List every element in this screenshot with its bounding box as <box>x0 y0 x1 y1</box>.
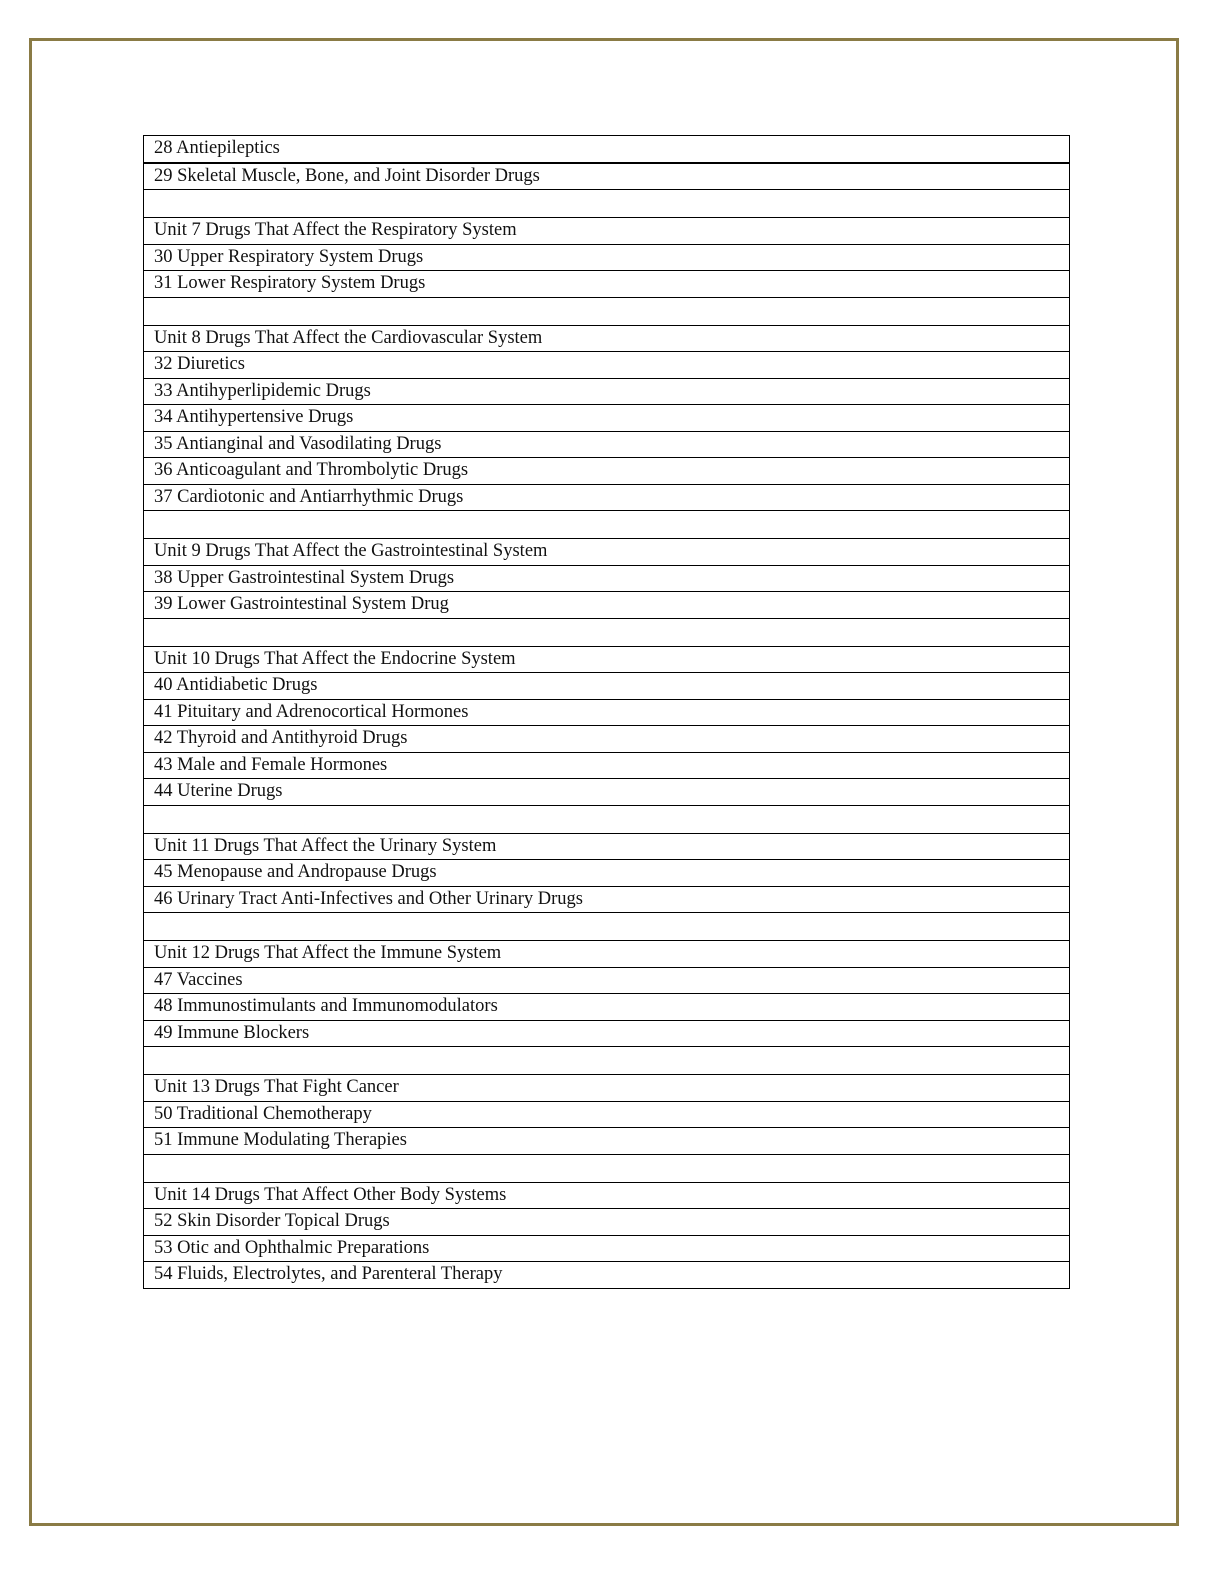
toc-cell <box>144 913 1070 941</box>
table-row <box>144 994 1070 1021</box>
unit-row <box>144 833 1070 860</box>
toc-cell: Unit 7 Drugs That Affect the Respiratory System <box>144 218 1070 245</box>
table-row <box>144 352 1070 379</box>
toc-cell: 31 Lower Respiratory System Drugs <box>144 271 1070 298</box>
toc-cell: 33 Antihyperlipidemic Drugs <box>144 378 1070 405</box>
table-row <box>144 244 1070 271</box>
toc-cell <box>144 297 1070 325</box>
toc-cell: 29 Skeletal Muscle, Bone, and Joint Disorder Drugs <box>144 163 1070 190</box>
toc-cell: 35 Antianginal and Vasodilating Drugs <box>144 431 1070 458</box>
toc-cell: 53 Otic and Ophthalmic Preparations <box>144 1235 1070 1262</box>
blank-row <box>144 1154 1070 1182</box>
table-row <box>144 405 1070 432</box>
table-row <box>144 726 1070 753</box>
toc-cell <box>144 1047 1070 1075</box>
toc-cell: 36 Anticoagulant and Thrombolytic Drugs <box>144 458 1070 485</box>
toc-cell: 50 Traditional Chemotherapy <box>144 1101 1070 1128</box>
toc-cell: 30 Upper Respiratory System Drugs <box>144 244 1070 271</box>
toc-cell <box>144 190 1070 218</box>
blank-row <box>144 618 1070 646</box>
table-row <box>144 484 1070 511</box>
table-row <box>144 967 1070 994</box>
unit-row <box>144 1075 1070 1102</box>
table-row <box>144 1020 1070 1047</box>
table-row <box>144 1128 1070 1155</box>
table-row <box>144 565 1070 592</box>
unit-row <box>144 218 1070 245</box>
toc-cell: 47 Vaccines <box>144 967 1070 994</box>
toc-cell: Unit 13 Drugs That Fight Cancer <box>144 1075 1070 1102</box>
table-row <box>144 1262 1070 1289</box>
toc-cell: 54 Fluids, Electrolytes, and Parenteral Therapy <box>144 1262 1070 1289</box>
blank-row <box>144 511 1070 539</box>
toc-cell: 32 Diuretics <box>144 352 1070 379</box>
unit-row <box>144 1182 1070 1209</box>
table-row <box>144 699 1070 726</box>
toc-cell: 37 Cardiotonic and Antiarrhythmic Drugs <box>144 484 1070 511</box>
toc-cell: 34 Antihypertensive Drugs <box>144 405 1070 432</box>
toc-cell: 44 Uterine Drugs <box>144 779 1070 806</box>
table-row <box>144 592 1070 619</box>
blank-row <box>144 913 1070 941</box>
toc-cell: 52 Skin Disorder Topical Drugs <box>144 1209 1070 1236</box>
toc-cell: 42 Thyroid and Antithyroid Drugs <box>144 726 1070 753</box>
toc-cell: 38 Upper Gastrointestinal System Drugs <box>144 565 1070 592</box>
toc-cell <box>144 618 1070 646</box>
table-row <box>144 779 1070 806</box>
toc-cell <box>144 805 1070 833</box>
table-row <box>144 1209 1070 1236</box>
blank-row <box>144 190 1070 218</box>
table-row <box>144 886 1070 913</box>
toc-cell: 43 Male and Female Hormones <box>144 752 1070 779</box>
toc-cell: 41 Pituitary and Adrenocortical Hormones <box>144 699 1070 726</box>
toc-cell: 49 Immune Blockers <box>144 1020 1070 1047</box>
table-row <box>144 136 1070 163</box>
table-row <box>144 431 1070 458</box>
toc-cell: 48 Immunostimulants and Immunomodulators <box>144 994 1070 1021</box>
table-row <box>144 860 1070 887</box>
toc-cell: 40 Antidiabetic Drugs <box>144 673 1070 700</box>
table-of-contents <box>143 135 1070 1289</box>
toc-cell: 28 Antiepileptics <box>144 136 1070 163</box>
toc-cell: 39 Lower Gastrointestinal System Drug <box>144 592 1070 619</box>
unit-row <box>144 325 1070 352</box>
unit-row <box>144 539 1070 566</box>
toc-cell: Unit 14 Drugs That Affect Other Body Systems <box>144 1182 1070 1209</box>
unit-row <box>144 941 1070 968</box>
unit-row <box>144 646 1070 673</box>
toc-cell: 51 Immune Modulating Therapies <box>144 1128 1070 1155</box>
table-row <box>144 1235 1070 1262</box>
table-row <box>144 752 1070 779</box>
blank-row <box>144 297 1070 325</box>
blank-row <box>144 805 1070 833</box>
table-row <box>144 458 1070 485</box>
table-row <box>144 271 1070 298</box>
toc-cell <box>144 1154 1070 1182</box>
toc-cell: Unit 11 Drugs That Affect the Urinary System <box>144 833 1070 860</box>
toc-cell <box>144 511 1070 539</box>
table-row <box>144 163 1070 190</box>
table-row <box>144 1101 1070 1128</box>
blank-row <box>144 1047 1070 1075</box>
toc-cell: Unit 8 Drugs That Affect the Cardiovascular System <box>144 325 1070 352</box>
toc-body <box>144 136 1070 1289</box>
table-row <box>144 673 1070 700</box>
toc-cell: 45 Menopause and Andropause Drugs <box>144 860 1070 887</box>
toc-cell: Unit 12 Drugs That Affect the Immune System <box>144 941 1070 968</box>
toc-cell: Unit 10 Drugs That Affect the Endocrine System <box>144 646 1070 673</box>
table-row <box>144 378 1070 405</box>
toc-cell: 46 Urinary Tract Anti-Infectives and Other Urinary Drugs <box>144 886 1070 913</box>
toc-cell: Unit 9 Drugs That Affect the Gastrointestinal System <box>144 539 1070 566</box>
